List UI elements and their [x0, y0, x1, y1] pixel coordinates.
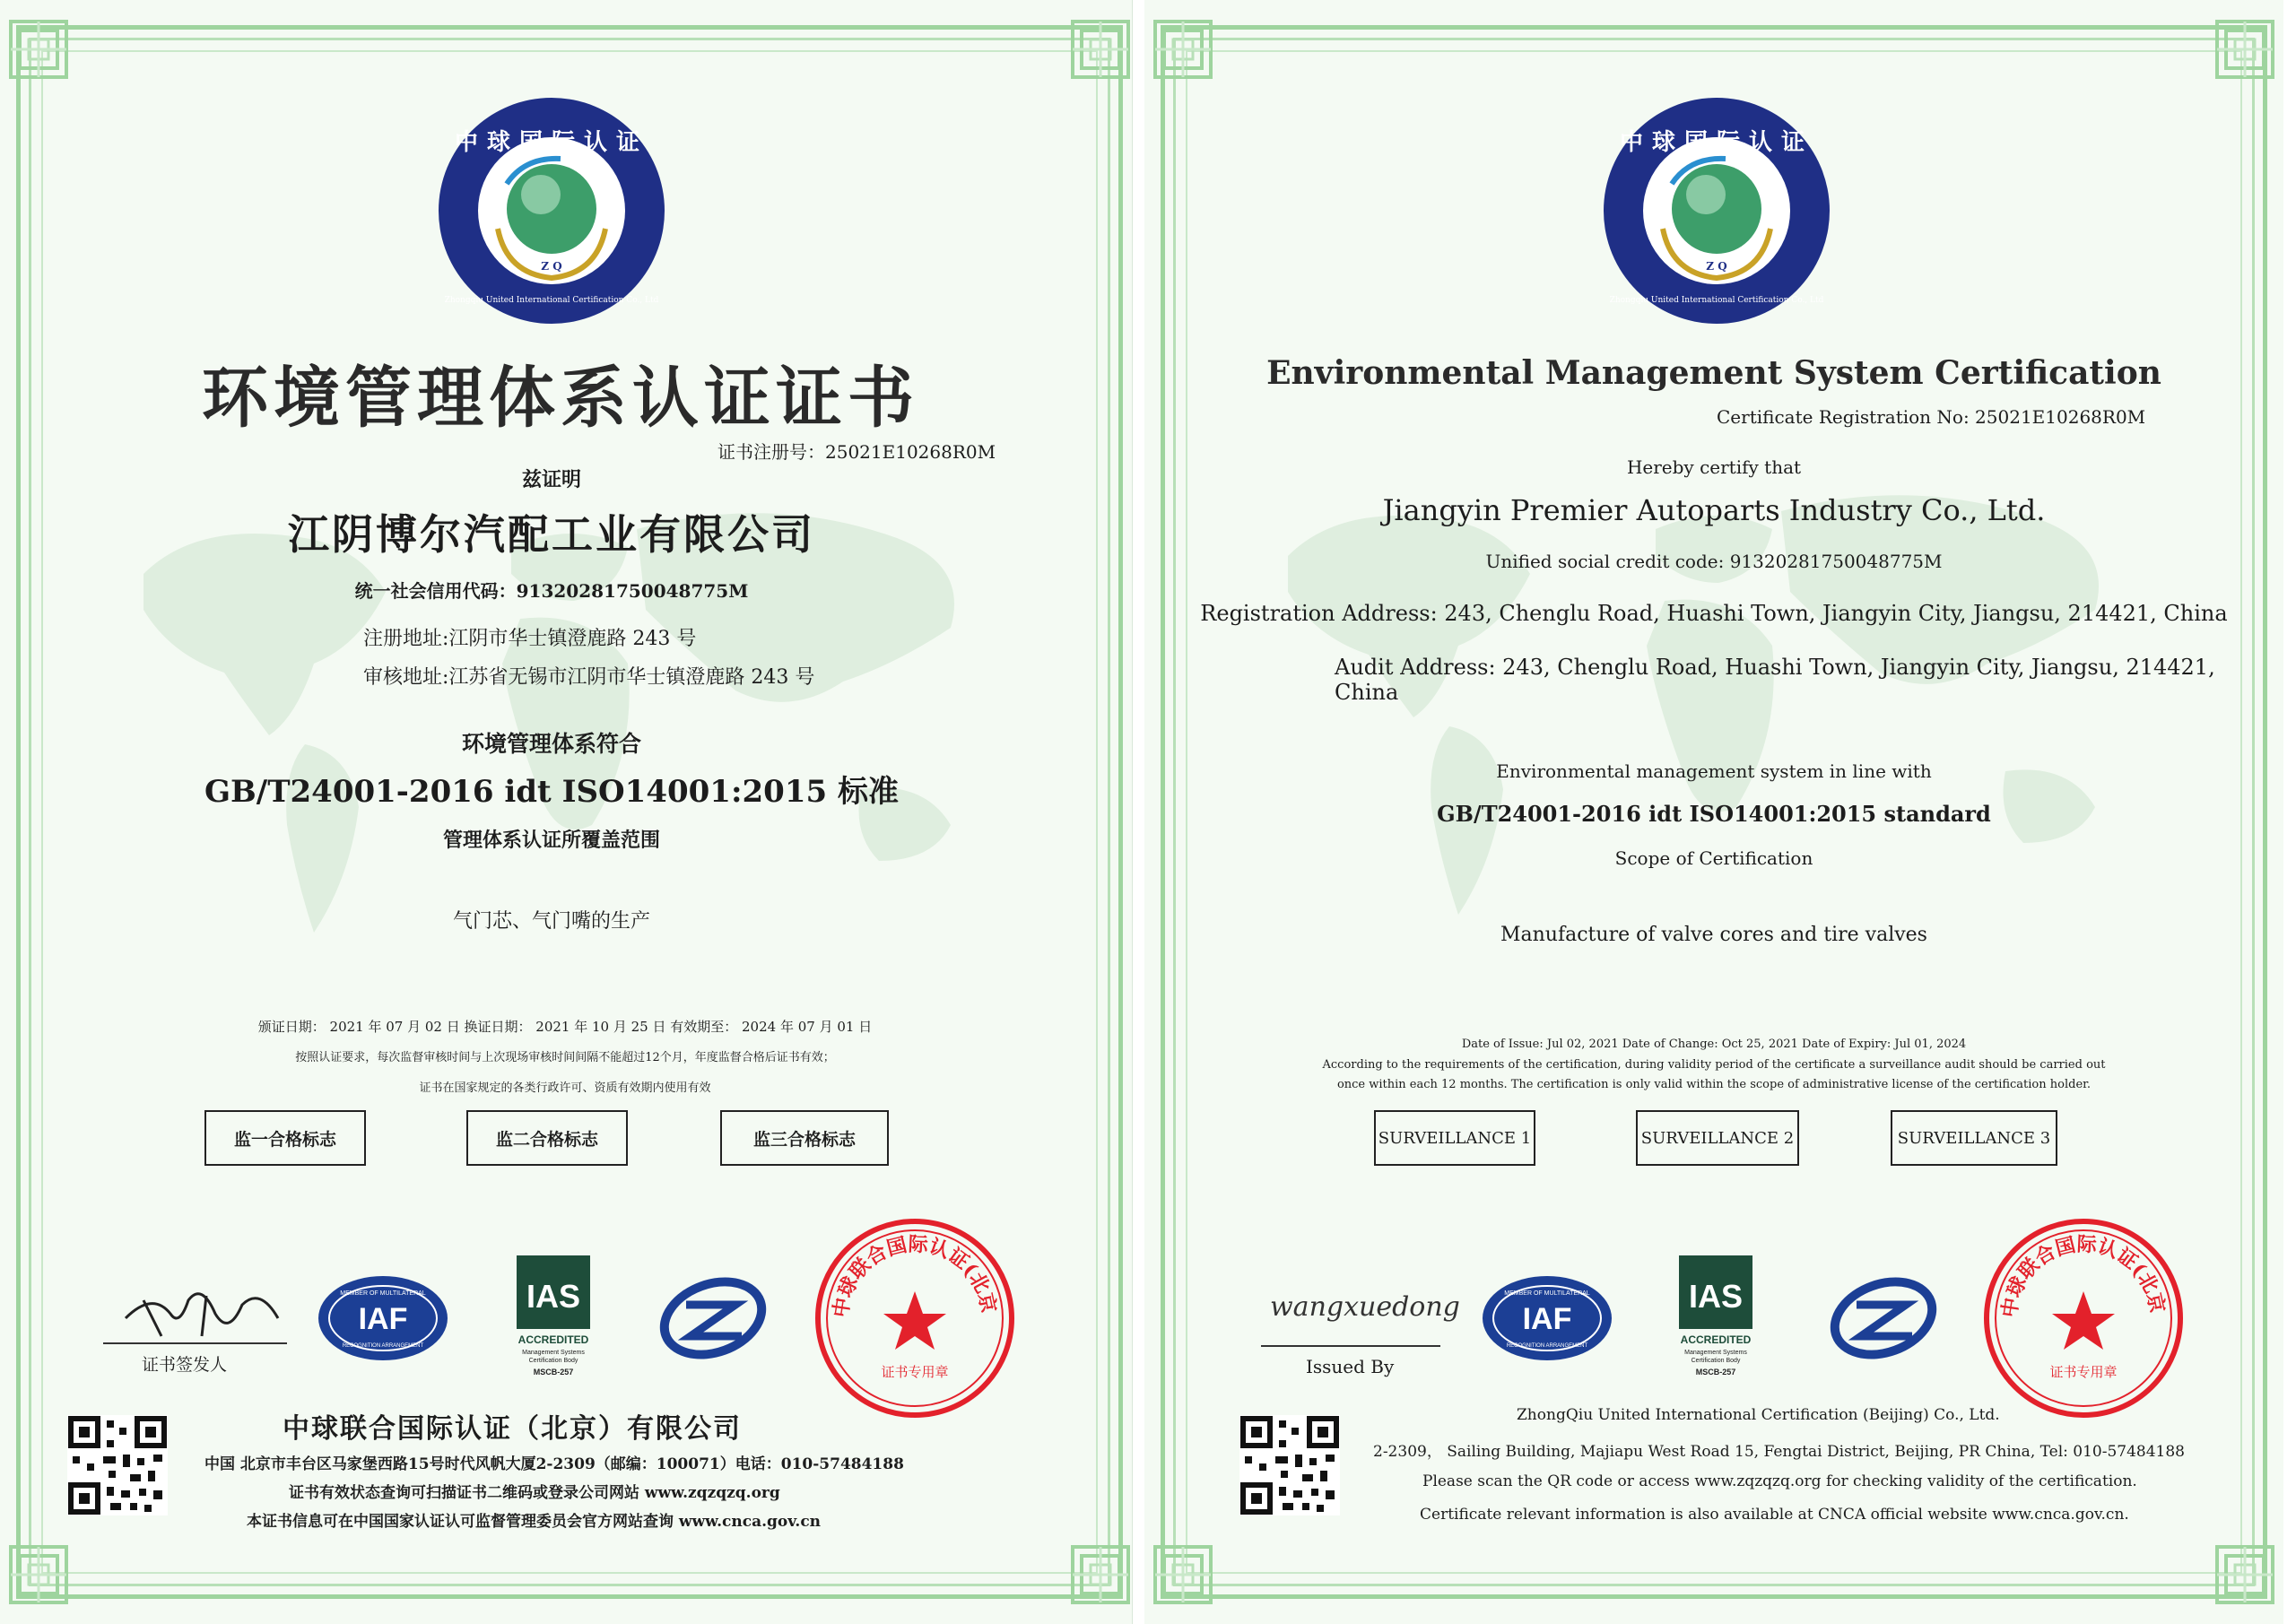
- svg-text:Certification Body: Certification Body: [528, 1358, 578, 1364]
- certificate-dates: 颁证日期： 2021 年 07 月 02 日 换证日期： 2021 年 10 月 25 日 有效期至： 2024 年 07 月 01 日: [257, 1019, 873, 1035]
- registration-address: Registration Address: 243, Chenglu Road, Huashi Town, Jiangyin City, Jiangsu, 214421, China: [1200, 601, 2228, 626]
- svg-text:Certification Body: Certification Body: [1691, 1358, 1741, 1364]
- standard-name: GB/T24001-2016 idt ISO14001:2015 标准: [204, 774, 899, 810]
- certificate-title: 环境管理体系认证证书: [202, 360, 919, 437]
- svg-text:RECOGNITION ARRANGEMENT: RECOGNITION ARRANGEMENT: [342, 1343, 424, 1349]
- certification-scope: 气门芯、气门嘴的生产: [452, 910, 650, 933]
- issuer-company-name: ZhongQiu United International Certification (Beijing) Co., Ltd.: [1517, 1406, 2000, 1424]
- svg-text:中球联合国际认证(北京)有限公司: 中球联合国际认证(北京: [1997, 1232, 2170, 1319]
- cnca-verification-note: 本证书信息可在中国国家认证认可监督管理委员会官方网站查询 www.cnca.gov.cn: [247, 1513, 822, 1531]
- registration-address: 注册地址:江阴市华士镇澄鹿路 243 号: [363, 628, 697, 650]
- logo-arc-text: 中球国际认证: [1619, 129, 1814, 156]
- qr-verification-note: Please scan the QR code or access www.zqzqzq.org for checking validity of the certification.: [1422, 1472, 2137, 1490]
- svg-text:Management Systems: Management Systems: [1684, 1350, 1747, 1356]
- svg-text:MEMBER OF MULTILATERAL: MEMBER OF MULTILATERAL: [340, 1290, 426, 1297]
- surveillance-2-box: SURVEILLANCE 2: [1636, 1110, 1799, 1166]
- registration-number: Certificate Registration No: 25021E10268R0M: [1717, 406, 2146, 428]
- hereby-certify: 兹证明: [521, 468, 581, 491]
- issuer-address: 2-2309， Sailing Building, Majiapu West Road 15, Fengtai District, Beijing, PR China, Tel: 010-57484188: [1373, 1443, 2185, 1461]
- qr-verification-note: 证书有效状态查询可扫描证书二维码或登录公司网站 www.zqzqzq.org: [289, 1484, 780, 1502]
- zq-globe-logo-icon: [435, 94, 668, 327]
- signature-line: [103, 1342, 287, 1344]
- corner-knot-icon: [1152, 1543, 1214, 1606]
- red-official-stamp-icon: [1980, 1215, 2187, 1425]
- zq-globe-logo-icon: [1600, 94, 1833, 327]
- svg-text:IAF: IAF: [1522, 1302, 1572, 1336]
- logo-center-text: Z Q: [541, 260, 562, 273]
- certificate-chinese: [0, 0, 1139, 1624]
- credit-code: Unified social credit code: 91320281750048775M: [1485, 551, 1943, 572]
- issuer-address: 中国 北京市丰台区马家堡西路15号时代风帆大厦2-2309（邮编：100071）电话：010-57484188: [204, 1455, 904, 1473]
- audit-address: 审核地址:江苏省无锡市江阴市华士镇澄鹿路 243 号: [363, 666, 815, 689]
- svg-text:IAS: IAS: [1688, 1278, 1744, 1315]
- signature: wangxuedong: [1270, 1291, 1460, 1323]
- surveillance-1-box: SURVEILLANCE 1: [1374, 1110, 1535, 1166]
- surveillance-3-box: 监三合格标志: [720, 1110, 889, 1166]
- validity-note: 证书在国家规定的各类行政许可、资质有效期内使用有效: [419, 1081, 711, 1095]
- zq-emblem-icon: [659, 1269, 767, 1371]
- svg-text:ACCREDITED: ACCREDITED: [517, 1333, 589, 1346]
- svg-text:ACCREDITED: ACCREDITED: [1680, 1333, 1752, 1346]
- qr-code-icon[interactable]: [1239, 1415, 1340, 1515]
- logo-ring-text: Zhongqiu United International Certification Co., Ltd: [1609, 296, 1824, 305]
- audit-address: Audit Address: 243, Chenglu Road, Huashi Town, Jiangyin City, Jiangsu, 214421, China: [1335, 655, 2215, 705]
- surveillance-1-box: 监一合格标志: [204, 1110, 366, 1166]
- corner-knot-icon: [2213, 1543, 2276, 1606]
- corner-knot-icon: [1152, 18, 1214, 81]
- svg-text:中球联合国际认证(北京)有限公司: 中球联合国际认证(北京: [829, 1232, 1001, 1319]
- surveillance-3-box: SURVEILLANCE 3: [1891, 1110, 2057, 1166]
- svg-text:MSCB-257: MSCB-257: [1695, 1368, 1736, 1376]
- certificate-title: Environmental Management System Certification: [1266, 354, 2161, 392]
- corner-knot-icon: [1069, 1543, 1132, 1606]
- corner-knot-icon: [2213, 18, 2276, 81]
- signer-label: Issued By: [1306, 1356, 1395, 1377]
- ias-accredited-logo-icon: [1675, 1255, 1756, 1394]
- signature-line: [1261, 1345, 1440, 1347]
- corner-knot-icon: [7, 1543, 70, 1606]
- validity-note: once within each 12 months. The certification is only valid within the scope of administrative license of the certification holder.: [1336, 1078, 2092, 1091]
- iaf-logo-icon: [1480, 1273, 1614, 1367]
- svg-text:IAS: IAS: [526, 1278, 581, 1315]
- surveillance-2-box: 监二合格标志: [466, 1110, 628, 1166]
- logo-ring-text: Zhongqiu United International Certification Co., Ltd: [444, 296, 659, 305]
- credit-code: 统一社会信用代码：91320281750048775M: [354, 580, 749, 602]
- conform-statement: Environmental management system in line with: [1496, 760, 1932, 782]
- ias-accredited-logo-icon: [513, 1255, 594, 1394]
- cnca-verification-note: Certificate relevant information is also available at CNCA official website www.cnca.gov.cn.: [1420, 1506, 2129, 1524]
- certificate-english: [1144, 0, 2283, 1624]
- registration-number: 证书注册号：25021E10268R0M: [718, 441, 996, 463]
- standard-name: GB/T24001-2016 idt ISO14001:2015 standard: [1437, 801, 1991, 827]
- hereby-certify: Hereby certify that: [1626, 456, 1802, 478]
- signer-label: 证书签发人: [142, 1355, 228, 1375]
- corner-knot-icon: [7, 18, 70, 81]
- zq-emblem-icon: [1830, 1269, 1937, 1371]
- svg-text:证书专用章: 证书专用章: [2049, 1364, 2118, 1380]
- logo-center-text: Z Q: [1706, 260, 1727, 273]
- scope-label: Scope of Certification: [1614, 847, 1813, 869]
- red-official-stamp-icon: [812, 1215, 1018, 1425]
- surveillance-note: According to the requirements of the certification, during validity period of the certificate a surveillance audit should be carried out: [1322, 1058, 2106, 1072]
- logo-arc-text: 中球国际认证: [454, 129, 649, 156]
- svg-text:MSCB-257: MSCB-257: [533, 1368, 574, 1376]
- company-name: 江阴博尔汽配工业有限公司: [288, 510, 815, 559]
- signature-image-icon: [117, 1273, 287, 1345]
- conform-statement: 环境管理体系符合: [461, 731, 641, 757]
- svg-text:IAF: IAF: [358, 1302, 408, 1336]
- surveillance-note: 按照认证要求，每次监督审核时间与上次现场审核时间间隔不能超过12个月，年度监督合格后证书有效；: [295, 1051, 835, 1064]
- svg-text:RECOGNITION ARRANGEMENT: RECOGNITION ARRANGEMENT: [1506, 1343, 1588, 1349]
- issuer-company-name: 中球联合国际认证（北京）有限公司: [283, 1413, 742, 1445]
- scope-label: 管理体系认证所覆盖范围: [442, 829, 660, 852]
- certification-scope: Manufacture of valve cores and tire valves: [1500, 924, 1927, 946]
- corner-knot-icon: [1069, 18, 1132, 81]
- iaf-logo-icon: [316, 1273, 450, 1367]
- qr-code-icon[interactable]: [67, 1415, 168, 1515]
- certificate-dates: Date of Issue: Jul 02, 2021 Date of Change: Oct 25, 2021 Date of Expiry: Jul 01, 2024: [1461, 1038, 1967, 1051]
- svg-text:证书专用章: 证书专用章: [881, 1364, 949, 1380]
- svg-text:Management Systems: Management Systems: [522, 1350, 585, 1356]
- svg-text:MEMBER OF MULTILATERAL: MEMBER OF MULTILATERAL: [1504, 1290, 1590, 1297]
- company-name: Jiangyin Premier Autoparts Industry Co., Ltd.: [1382, 493, 2046, 527]
